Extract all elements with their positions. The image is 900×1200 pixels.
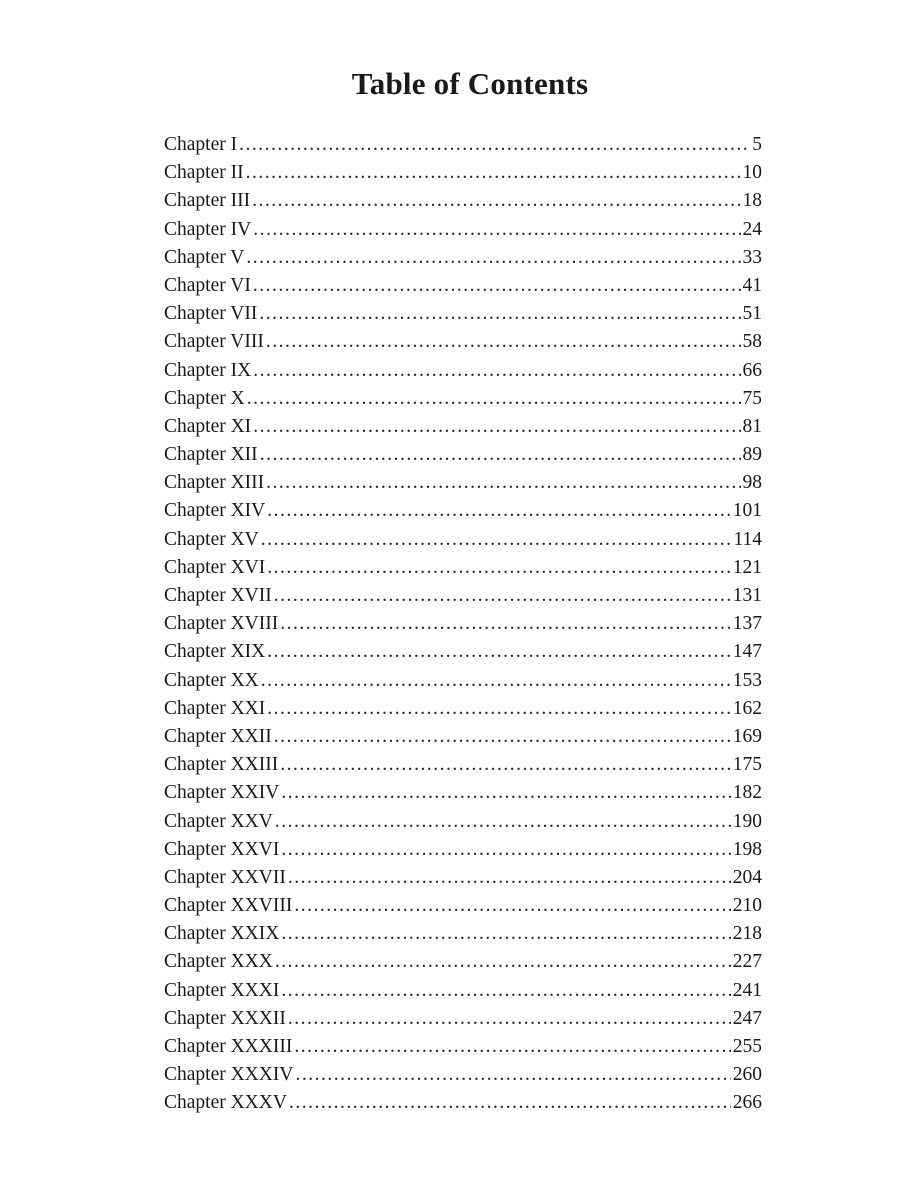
toc-entry-label: Chapter XIX <box>164 641 266 663</box>
table-of-contents <box>164 131 762 1118</box>
toc-entry[interactable] <box>164 892 762 920</box>
toc-entry-page: 210 <box>732 895 762 917</box>
toc-entry-page: 175 <box>732 754 762 776</box>
toc-entry-page: 266 <box>732 1092 762 1114</box>
dot-leader <box>266 328 741 356</box>
dot-leader <box>275 948 731 976</box>
toc-entry-page: 33 <box>742 246 762 268</box>
dot-leader <box>294 1033 730 1061</box>
toc-entry-page: 153 <box>732 669 762 691</box>
dot-leader <box>289 1089 731 1117</box>
toc-entry[interactable] <box>164 948 762 976</box>
toc-entry[interactable] <box>164 469 762 497</box>
dot-leader <box>280 751 731 779</box>
toc-entry-label: Chapter XXIX <box>164 923 280 945</box>
dot-leader <box>281 836 730 864</box>
toc-entry-label: Chapter VII <box>164 303 258 325</box>
toc-entry[interactable] <box>164 554 762 582</box>
toc-entry-label: Chapter XI <box>164 415 252 437</box>
toc-entry-label: Chapter XXVIII <box>164 895 293 917</box>
toc-entry-page: 147 <box>732 641 762 663</box>
dot-leader <box>259 300 740 328</box>
toc-entry-label: Chapter XXV <box>164 810 273 832</box>
toc-entry[interactable] <box>164 1061 762 1089</box>
dot-leader <box>253 216 740 244</box>
toc-entry-label: Chapter XIII <box>164 472 265 494</box>
toc-entry-page: 58 <box>742 331 762 353</box>
toc-entry[interactable] <box>164 920 762 948</box>
dot-leader <box>281 779 730 807</box>
toc-entry-label: Chapter XXXV <box>164 1092 287 1114</box>
dot-leader <box>274 582 731 610</box>
toc-entry-label: Chapter XXVI <box>164 838 280 860</box>
toc-entry[interactable] <box>164 357 762 385</box>
toc-entry[interactable] <box>164 131 762 159</box>
toc-entry-page: 75 <box>742 387 762 409</box>
dot-leader <box>267 497 730 525</box>
dot-leader <box>281 977 730 1005</box>
toc-entry[interactable] <box>164 667 762 695</box>
toc-entry-page: 137 <box>732 613 762 635</box>
toc-entry[interactable] <box>164 216 762 244</box>
toc-entry[interactable] <box>164 751 762 779</box>
dot-leader <box>260 441 741 469</box>
toc-entry[interactable] <box>164 385 762 413</box>
page-title: Table of Contents <box>351 66 589 101</box>
toc-entry-label: Chapter XXIV <box>164 782 280 804</box>
toc-entry[interactable] <box>164 638 762 666</box>
toc-entry[interactable] <box>164 836 762 864</box>
toc-entry-page: 131 <box>732 585 762 606</box>
toc-entry[interactable] <box>164 187 762 215</box>
toc-entry-label: Chapter IX <box>164 359 252 381</box>
toc-entry-page: 66 <box>742 359 762 381</box>
dot-leader <box>267 695 730 723</box>
toc-entry[interactable] <box>164 441 762 469</box>
toc-entry[interactable] <box>164 526 762 554</box>
toc-entry-page: 198 <box>732 838 762 860</box>
toc-entry-label: Chapter XV <box>164 528 259 550</box>
toc-entry[interactable] <box>164 582 762 610</box>
dot-leader <box>267 554 730 582</box>
toc-entry[interactable] <box>164 864 762 892</box>
toc-entry[interactable] <box>164 413 762 441</box>
dot-leader <box>267 638 730 666</box>
toc-entry[interactable] <box>164 610 762 638</box>
toc-entry[interactable] <box>164 695 762 723</box>
dot-leader <box>294 892 730 920</box>
toc-entry[interactable] <box>164 1005 762 1033</box>
toc-entry-label: Chapter VI <box>164 274 251 296</box>
toc-entry[interactable] <box>164 779 762 807</box>
toc-entry-page: 169 <box>732 725 762 747</box>
toc-entry-label: Chapter XX <box>164 669 259 691</box>
dot-leader <box>266 469 740 497</box>
dot-leader <box>274 723 731 751</box>
toc-entry-page: 227 <box>732 951 762 973</box>
toc-entry[interactable] <box>164 328 762 356</box>
toc-entry[interactable] <box>164 808 762 836</box>
dot-leader <box>288 1005 731 1033</box>
dot-leader <box>253 413 740 441</box>
toc-entry-page: 41 <box>742 274 762 296</box>
toc-entry-page: 218 <box>732 923 762 945</box>
toc-entry-page: 241 <box>732 979 762 1001</box>
toc-entry-page: 255 <box>732 1036 762 1057</box>
toc-entry-label: Chapter XII <box>164 444 258 466</box>
toc-entry-label: Chapter XXXIII <box>164 1036 293 1057</box>
dot-leader <box>288 864 731 892</box>
toc-entry-label: Chapter XXXIV <box>164 1064 294 1086</box>
dot-leader <box>281 920 730 948</box>
toc-entry-page: 18 <box>742 190 762 212</box>
toc-entry-label: Chapter II <box>164 162 244 184</box>
toc-entry-label: Chapter V <box>164 246 245 268</box>
toc-entry-page: 114 <box>733 528 762 550</box>
dot-leader <box>261 667 731 695</box>
toc-entry-label: Chapter IV <box>164 218 252 240</box>
dot-leader <box>239 131 750 159</box>
toc-entry-page: 98 <box>742 472 762 494</box>
toc-entry-label: Chapter XVII <box>164 585 272 606</box>
toc-entry-label: Chapter XXIII <box>164 754 279 776</box>
dot-leader <box>246 244 740 272</box>
toc-entry-page: 5 <box>752 134 762 155</box>
toc-entry[interactable] <box>164 1033 762 1061</box>
dot-leader <box>252 187 740 215</box>
toc-entry-page: 204 <box>732 866 762 888</box>
toc-entry-label: Chapter XIV <box>164 500 266 522</box>
toc-entry-page: 10 <box>742 162 762 184</box>
toc-entry-label: Chapter XXII <box>164 725 272 747</box>
toc-entry-label: Chapter XVIII <box>164 613 279 635</box>
dot-leader <box>280 610 731 638</box>
toc-entry[interactable] <box>164 497 762 525</box>
toc-entry-page: 190 <box>732 810 762 832</box>
toc-entry-page: 24 <box>742 218 762 240</box>
dot-leader <box>275 808 731 836</box>
toc-entry-label: Chapter I <box>164 134 238 155</box>
toc-entry-page: 162 <box>732 697 762 719</box>
dot-leader <box>261 526 732 554</box>
dot-leader <box>253 272 741 300</box>
toc-entry-page: 121 <box>732 556 762 578</box>
toc-entry[interactable] <box>164 244 762 272</box>
toc-entry-label: Chapter XXVII <box>164 866 286 888</box>
dot-leader <box>246 159 741 187</box>
toc-entry[interactable] <box>164 723 762 751</box>
toc-entry-page: 247 <box>732 1007 762 1029</box>
toc-entry[interactable] <box>164 300 762 328</box>
toc-entry-page: 89 <box>742 444 762 466</box>
toc-entry-page: 260 <box>732 1064 762 1086</box>
toc-entry-label: Chapter XXXII <box>164 1007 286 1029</box>
toc-entry[interactable] <box>164 159 762 187</box>
dot-leader <box>295 1061 730 1089</box>
toc-entry-label: Chapter XXXI <box>164 979 280 1001</box>
toc-entry-page: 51 <box>742 303 762 325</box>
toc-entry-page: 182 <box>732 782 762 804</box>
dot-leader <box>247 385 741 413</box>
toc-entry-label: Chapter XVI <box>164 556 266 578</box>
toc-entry[interactable] <box>164 977 762 1005</box>
toc-entry[interactable] <box>164 1089 762 1117</box>
toc-entry-page: 101 <box>732 500 762 522</box>
toc-entry-label: Chapter XXI <box>164 697 266 719</box>
toc-entry-label: Chapter III <box>164 190 251 212</box>
toc-entry[interactable] <box>164 272 762 300</box>
toc-entry-label: Chapter XXX <box>164 951 273 973</box>
toc-entry-page: 81 <box>742 415 762 437</box>
toc-entry-label: Chapter X <box>164 387 245 409</box>
dot-leader <box>253 357 740 385</box>
toc-entry-label: Chapter VIII <box>164 331 264 353</box>
